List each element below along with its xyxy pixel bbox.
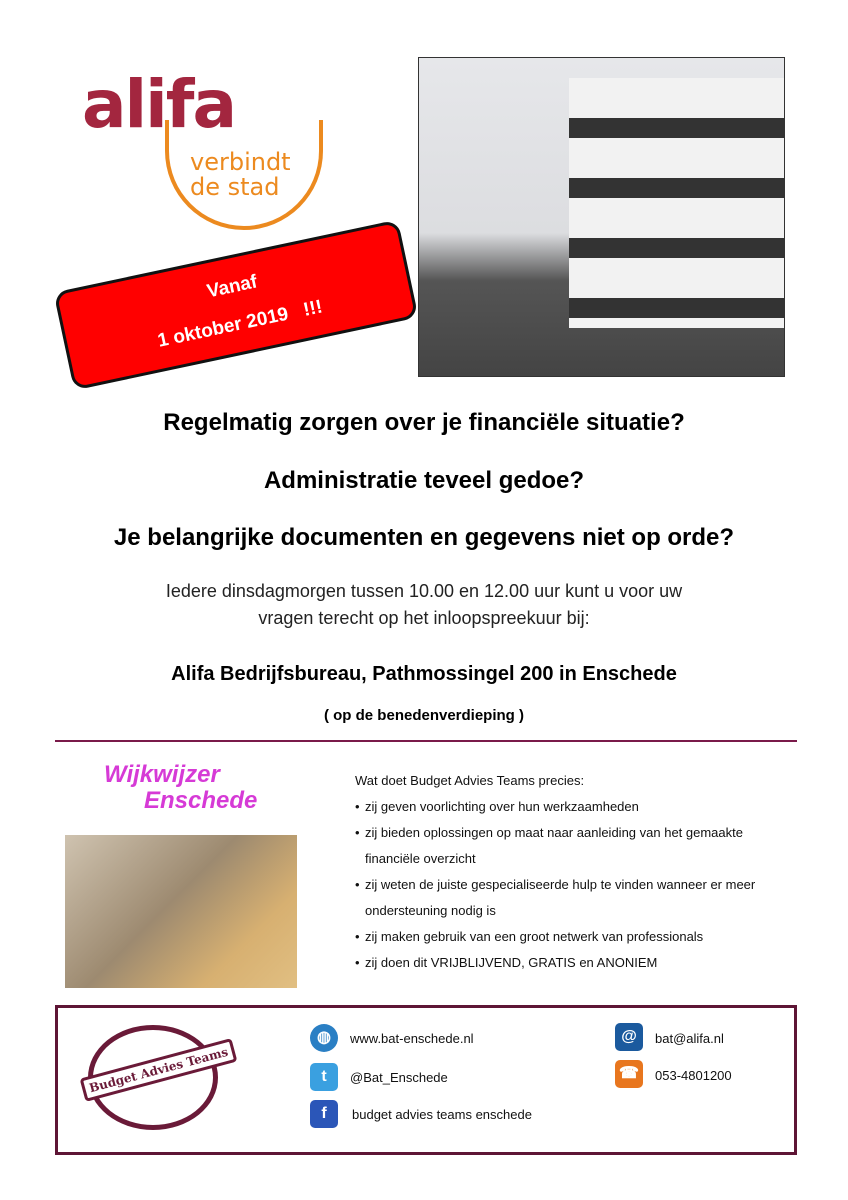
list-item-text: financiële overzicht: [365, 851, 476, 866]
twitter-handle[interactable]: @Bat_Enschede: [350, 1070, 448, 1085]
wijkwijzer-line-2: Enschede: [144, 787, 258, 814]
list-item: [355, 898, 795, 924]
info-section: [355, 768, 795, 976]
divider: [55, 740, 797, 742]
list-item: • zij geven voorlichting over hun werkzaamheden: [355, 799, 639, 814]
alifa-logo: alifa: [82, 66, 236, 143]
phone-number: 053-4801200: [655, 1068, 732, 1083]
building: [569, 78, 785, 328]
website-link[interactable]: www.bat-enschede.nl: [350, 1031, 474, 1046]
info-heading: Wat doet Budget Advies Teams precies:: [355, 773, 585, 788]
list-item: • zij doen dit VRIJBLIJVEND, GRATIS en ANONIEM: [355, 955, 658, 970]
badge-line-1: Vanaf: [205, 271, 260, 303]
building-photo: [418, 57, 785, 377]
list-item: • zij bieden oplossingen op maat naar aanleiding van het gemaakte: [355, 825, 743, 840]
list-item-text: zij doen dit VRIJBLIJVEND, GRATIS en ANONIEM: [365, 955, 658, 970]
list-item-text: zij weten de juiste gespecialiseerde hulp te vinden wanneer er meer: [365, 877, 756, 892]
intro-line-1: Iedere dinsdagmorgen tussen 10.00 en 12.00 uur kunt u voor uw: [165, 581, 683, 601]
advice-photo: [65, 835, 297, 988]
date-badge: [53, 220, 418, 391]
wijkwijzer-line-1: Wijkwijzer: [104, 761, 220, 788]
list-item: • zij weten de juiste gespecialiseerde hulp te vinden wanneer er meer: [355, 877, 756, 892]
tagline-line-1: verbindt: [190, 148, 291, 176]
facebook-page[interactable]: budget advies teams enschede: [352, 1107, 532, 1122]
phone-icon: ☎: [615, 1060, 643, 1088]
email-link[interactable]: bat@alifa.nl: [655, 1031, 724, 1046]
facebook-icon: f: [310, 1100, 338, 1128]
list-item: • zij maken gebruik van een groot netwerk van professionals: [355, 929, 704, 944]
floor-note: ( op de benedenverdieping ): [323, 707, 525, 724]
address: Alifa Bedrijfsbureau, Pathmossingel 200 in Enschede: [171, 663, 677, 685]
list-item: [355, 846, 795, 872]
intro-line-2: vragen terecht op het inloopspreekuur bij:: [258, 608, 590, 628]
list-item-text: zij geven voorlichting over hun werkzaamheden: [365, 799, 639, 814]
globe-icon: ◍: [310, 1024, 338, 1052]
twitter-icon: t: [310, 1063, 338, 1091]
tagline-line-2: de stad: [190, 173, 280, 201]
headline-3: Je belangrijke documenten en gegevens niet op orde?: [113, 524, 735, 551]
list-item-text: zij maken gebruik van een groot netwerk van professionals: [365, 929, 704, 944]
list-item-text: ondersteuning nodig is: [365, 903, 496, 918]
wijkwijzer-logo: [104, 762, 257, 814]
headline-2: Administratie teveel gedoe?: [263, 467, 585, 494]
badge-line-2: 1 oktober 2019 !!!: [155, 296, 325, 352]
email-icon: @: [615, 1023, 643, 1051]
headline-1: Regelmatig zorgen over je financiële situatie?: [163, 409, 685, 436]
info-list: [355, 794, 795, 976]
list-item-text: zij bieden oplossingen op maat naar aanleiding van het gemaakte: [365, 825, 743, 840]
logo-tagline: [190, 150, 291, 200]
bat-stamp-logo: Budget Advies Teams: [80, 1038, 238, 1102]
